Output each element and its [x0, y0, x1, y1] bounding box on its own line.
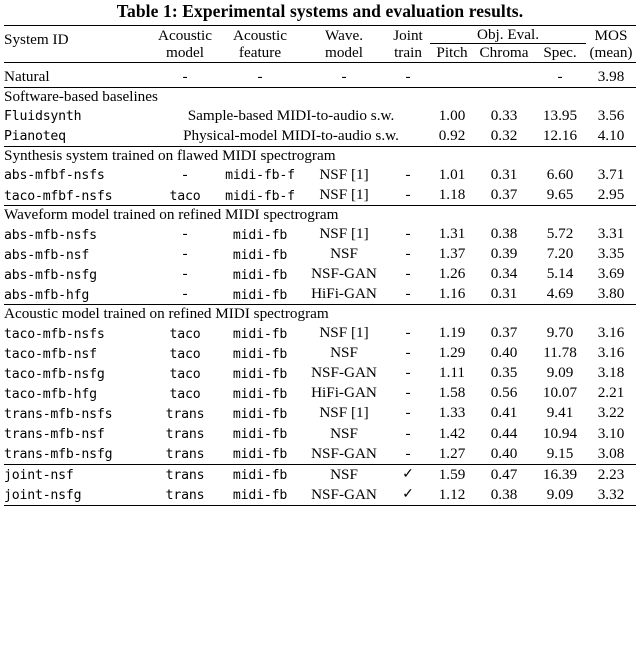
cell-joint-train: - — [386, 62, 430, 87]
cell-wave-model: NSF [1] — [319, 224, 369, 242]
cell-mos: 3.56 — [597, 106, 625, 124]
cell-system-id: Natural — [4, 62, 152, 87]
section-title: Waveform model trained on refined MIDI spectrogram — [4, 205, 636, 224]
header-acoustic-feature-line1: Acoustic — [218, 26, 302, 44]
section-title: Software-based baselines — [4, 87, 636, 106]
cell-mos: 3.16 — [597, 344, 625, 362]
header-spec: Spec. — [543, 44, 577, 62]
cell-chroma: 0.34 — [490, 265, 518, 283]
section-title: Synthesis system trained on flawed MIDI spectrogram — [4, 146, 636, 165]
cell-chroma: 0.56 — [490, 384, 518, 402]
header-system-id: System ID — [4, 26, 152, 63]
cell-chroma: 0.37 — [490, 324, 518, 342]
cell-pitch: 1.26 — [438, 265, 466, 283]
cell-wave-model: HiFi-GAN — [311, 285, 377, 303]
cell-acoustic-model: trans — [165, 447, 205, 463]
cell-joint-train: - — [405, 324, 411, 342]
cell-mos: 3.22 — [597, 404, 625, 422]
cell-system-id: Fluidsynth — [4, 109, 82, 125]
header-pitch: Pitch — [436, 44, 468, 62]
table-row — [4, 106, 636, 126]
cell-spec: 10.07 — [542, 384, 578, 402]
cell-mos: 3.35 — [597, 245, 625, 263]
cell-wave-model: NSF-GAN — [311, 485, 377, 503]
cell-acoustic-feature: midi-fb — [232, 247, 288, 263]
cell-pitch: 1.59 — [438, 465, 466, 483]
table-row — [4, 424, 636, 444]
header-wave-model-line2: model — [325, 44, 363, 62]
cell-system-id: abs-mfbf-nsfs — [4, 168, 105, 184]
table-row — [4, 363, 636, 383]
cell-acoustic-model: - — [182, 265, 188, 283]
cell-pitch: 1.16 — [438, 285, 466, 303]
cell-acoustic-feature: midi-fb — [232, 447, 288, 463]
cell-pitch: 1.29 — [438, 344, 466, 362]
cell-mos: 3.98 — [586, 62, 636, 87]
cell-mos: 3.16 — [597, 324, 625, 342]
section-header-row — [4, 146, 636, 165]
cell-pitch: 0.92 — [438, 126, 466, 144]
cell-acoustic-feature: midi-fb — [232, 346, 288, 362]
cell-acoustic-feature: midi-fb — [232, 227, 288, 243]
cell-mos: 3.08 — [597, 444, 625, 462]
cell-joint-train: - — [405, 404, 411, 422]
cell-system-id: taco-mfb-nsfg — [4, 366, 105, 382]
cell-mos: 2.21 — [597, 384, 625, 402]
table-row — [4, 403, 636, 423]
cell-spec: 16.39 — [542, 465, 578, 483]
cell-wave-model: NSF [1] — [319, 324, 369, 342]
cell-pitch: 1.18 — [438, 185, 466, 203]
cell-joint-train: - — [405, 285, 411, 303]
cell-chroma — [474, 62, 534, 87]
cell-system-id: abs-mfb-nsfg — [4, 267, 97, 283]
cell-joint-train: - — [405, 185, 411, 203]
cell-pitch — [430, 62, 474, 87]
cell-pitch: 1.31 — [438, 224, 466, 242]
cell-pitch: 1.37 — [438, 245, 466, 263]
cell-chroma: 0.32 — [490, 126, 518, 144]
cell-spec: 12.16 — [542, 126, 578, 144]
table-row — [4, 244, 636, 264]
cell-acoustic-model: taco — [169, 366, 201, 382]
cell-joint-train: - — [405, 384, 411, 402]
cell-wave-model: NSF — [330, 465, 358, 483]
header-acoustic-feature-line2: feature — [238, 44, 282, 62]
header-obj-eval: Obj. Eval. — [430, 26, 586, 44]
cell-acoustic-feature: midi-fb — [232, 468, 288, 484]
cell-mos: 3.80 — [597, 285, 625, 303]
cell-spec: 9.09 — [546, 364, 574, 382]
table-bottom-rule — [4, 505, 636, 508]
cell-pitch: 1.00 — [438, 106, 466, 124]
cell-system-id: abs-mfb-hfg — [4, 287, 90, 303]
cell-mos: 3.32 — [597, 485, 625, 503]
cell-spec: 9.09 — [546, 485, 574, 503]
section-header-row — [4, 305, 636, 324]
cell-chroma: 0.31 — [490, 285, 518, 303]
cell-system-id: taco-mfbf-nsfs — [4, 188, 113, 204]
cell-system-id: abs-mfb-nsfs — [4, 227, 97, 243]
cell-acoustic-model: - — [182, 224, 188, 242]
cell-wave-model: NSF — [330, 245, 358, 263]
header-acoustic-model-line2: model — [166, 44, 204, 62]
cell-acoustic-feature: midi-fb — [232, 427, 288, 443]
cell-system-id: taco-mfb-hfg — [4, 387, 97, 403]
cell-joint-train: - — [405, 265, 411, 283]
cell-wave-model: - — [302, 62, 386, 87]
table-row — [4, 485, 636, 506]
cell-mos: 3.10 — [597, 424, 625, 442]
cell-chroma: 0.41 — [490, 404, 518, 422]
cell-system-id: trans-mfb-nsfg — [4, 447, 113, 463]
cell-system-id: trans-mfb-nsf — [4, 427, 105, 443]
table-row — [4, 185, 636, 206]
cell-chroma: 0.33 — [490, 106, 518, 124]
cell-acoustic-feature: midi-fb — [232, 366, 288, 382]
cell-joint-train: - — [405, 424, 411, 442]
cell-wave-model: NSF-GAN — [311, 265, 377, 283]
cell-pitch: 1.19 — [438, 324, 466, 342]
section-title: Acoustic model trained on refined MIDI spectrogram — [4, 305, 636, 324]
cell-system-id: trans-mfb-nsfs — [4, 407, 113, 423]
cell-mos: 2.95 — [597, 185, 625, 203]
cell-acoustic-model: - — [182, 285, 188, 303]
cell-system-id: joint-nsfg — [4, 488, 82, 504]
cell-joint-train: - — [405, 444, 411, 462]
cell-pitch: 1.01 — [438, 165, 466, 183]
cell-acoustic-model: - — [182, 165, 188, 183]
cell-acoustic-model: taco — [169, 346, 201, 362]
section-header-row — [4, 205, 636, 224]
cell-chroma: 0.39 — [490, 245, 518, 263]
cell-spec: 5.14 — [546, 265, 574, 283]
cell-description: Sample-based MIDI-to-audio s.w. — [187, 106, 395, 124]
cell-acoustic-feature: midi-fb — [232, 326, 288, 342]
cell-acoustic-feature: midi-fb — [232, 267, 288, 283]
table-row — [4, 62, 636, 87]
table-row — [4, 224, 636, 244]
cell-spec: 6.60 — [546, 165, 574, 183]
cell-joint-train: - — [405, 224, 411, 242]
cell-wave-model: NSF [1] — [319, 185, 369, 203]
cell-pitch: 1.27 — [438, 444, 466, 462]
cell-chroma: 0.44 — [490, 424, 518, 442]
cell-acoustic-model: trans — [165, 488, 205, 504]
cell-acoustic-feature: midi-fb — [232, 287, 288, 303]
table-row — [4, 126, 636, 147]
header-mos-line1: MOS — [586, 26, 636, 44]
cell-pitch: 1.33 — [438, 404, 466, 422]
cell-acoustic-model: - — [182, 245, 188, 263]
cell-acoustic-feature: midi-fb — [232, 407, 288, 423]
cell-acoustic-model: trans — [165, 427, 205, 443]
header-wave-model-line1: Wave. — [302, 26, 386, 44]
cell-acoustic-feature: midi-fb — [232, 488, 288, 504]
cell-system-id: taco-mfb-nsf — [4, 346, 97, 362]
cell-system-id: joint-nsf — [4, 468, 74, 484]
cell-spec: - — [534, 62, 586, 87]
cell-chroma: 0.38 — [490, 224, 518, 242]
cell-chroma: 0.47 — [490, 465, 518, 483]
cell-chroma: 0.40 — [490, 344, 518, 362]
cell-pitch: 1.12 — [438, 485, 466, 503]
cell-joint-train: - — [405, 364, 411, 382]
cell-acoustic-feature: midi-fb-f — [225, 188, 295, 204]
cell-acoustic-feature: midi-fb — [232, 387, 288, 403]
cell-chroma: 0.35 — [490, 364, 518, 382]
table-caption-text: : Experimental systems and evaluation results. — [171, 1, 524, 21]
cell-spec: 9.15 — [546, 444, 574, 462]
cell-wave-model: NSF-GAN — [311, 364, 377, 382]
cell-joint-train: - — [405, 165, 411, 183]
results-table — [4, 25, 636, 508]
table-row — [4, 444, 636, 465]
cell-pitch: 1.11 — [438, 364, 465, 382]
cell-mos: 3.69 — [597, 265, 625, 283]
cell-wave-model: NSF [1] — [319, 404, 369, 422]
cell-mos: 3.31 — [597, 224, 625, 242]
cell-wave-model: NSF — [330, 424, 358, 442]
section-header-row — [4, 87, 636, 106]
table-row — [4, 343, 636, 363]
cell-acoustic-model: - — [152, 62, 218, 87]
cell-wave-model: NSF — [330, 344, 358, 362]
cell-acoustic-feature: - — [218, 62, 302, 87]
cell-chroma: 0.31 — [490, 165, 518, 183]
table-row — [4, 284, 636, 305]
cell-system-id: abs-mfb-nsf — [4, 247, 90, 263]
cell-system-id: Pianoteq — [4, 129, 66, 145]
cell-system-id: taco-mfb-nsfs — [4, 326, 105, 342]
cell-chroma: 0.37 — [490, 185, 518, 203]
cell-mos: 2.23 — [597, 465, 625, 483]
cell-acoustic-model: taco — [169, 326, 201, 342]
cell-wave-model: NSF-GAN — [311, 444, 377, 462]
cell-wave-model: NSF [1] — [319, 165, 369, 183]
cell-wave-model: HiFi-GAN — [311, 384, 377, 402]
table-row — [4, 323, 636, 343]
cell-chroma: 0.38 — [490, 485, 518, 503]
table-row — [4, 383, 636, 403]
cell-pitch: 1.42 — [438, 424, 466, 442]
cell-joint-train: - — [405, 344, 411, 362]
cell-description: Physical-model MIDI-to-audio s.w. — [183, 126, 399, 144]
table-row — [4, 465, 636, 485]
cell-mos: 3.71 — [597, 165, 625, 183]
cell-joint-train: ✓ — [402, 487, 414, 503]
cell-spec: 13.95 — [542, 106, 578, 124]
cell-spec: 9.70 — [546, 324, 574, 342]
cell-acoustic-model: taco — [169, 188, 201, 204]
header-joint-train-line1: Joint — [386, 26, 430, 44]
cell-mos: 3.18 — [597, 364, 625, 382]
header-chroma: Chroma — [479, 44, 529, 62]
cell-acoustic-model: taco — [169, 387, 201, 403]
cell-spec: 9.41 — [546, 404, 574, 422]
cell-spec: 7.20 — [546, 245, 574, 263]
cell-acoustic-feature: midi-fb-f — [225, 168, 295, 184]
table-caption-label: Table 1 — [116, 1, 172, 21]
cell-mos: 4.10 — [597, 126, 625, 144]
table-row — [4, 165, 636, 185]
cell-joint-train: - — [405, 245, 411, 263]
cell-acoustic-model: trans — [165, 468, 205, 484]
cell-pitch: 1.58 — [438, 384, 466, 402]
cell-joint-train: ✓ — [402, 467, 414, 483]
cell-spec: 11.78 — [543, 344, 577, 362]
table-row — [4, 264, 636, 284]
table-caption — [4, 0, 636, 22]
header-acoustic-model-line1: Acoustic — [152, 26, 218, 44]
cell-spec: 9.65 — [546, 185, 574, 203]
cell-spec: 10.94 — [542, 424, 578, 442]
cell-chroma: 0.40 — [490, 444, 518, 462]
header-mos-line2: (mean) — [589, 44, 633, 62]
cell-spec: 4.69 — [546, 285, 574, 303]
table-header-row-1 — [4, 26, 636, 44]
cell-spec: 5.72 — [546, 224, 574, 242]
header-joint-train-line2: train — [394, 44, 422, 62]
cell-acoustic-model: trans — [165, 407, 205, 423]
